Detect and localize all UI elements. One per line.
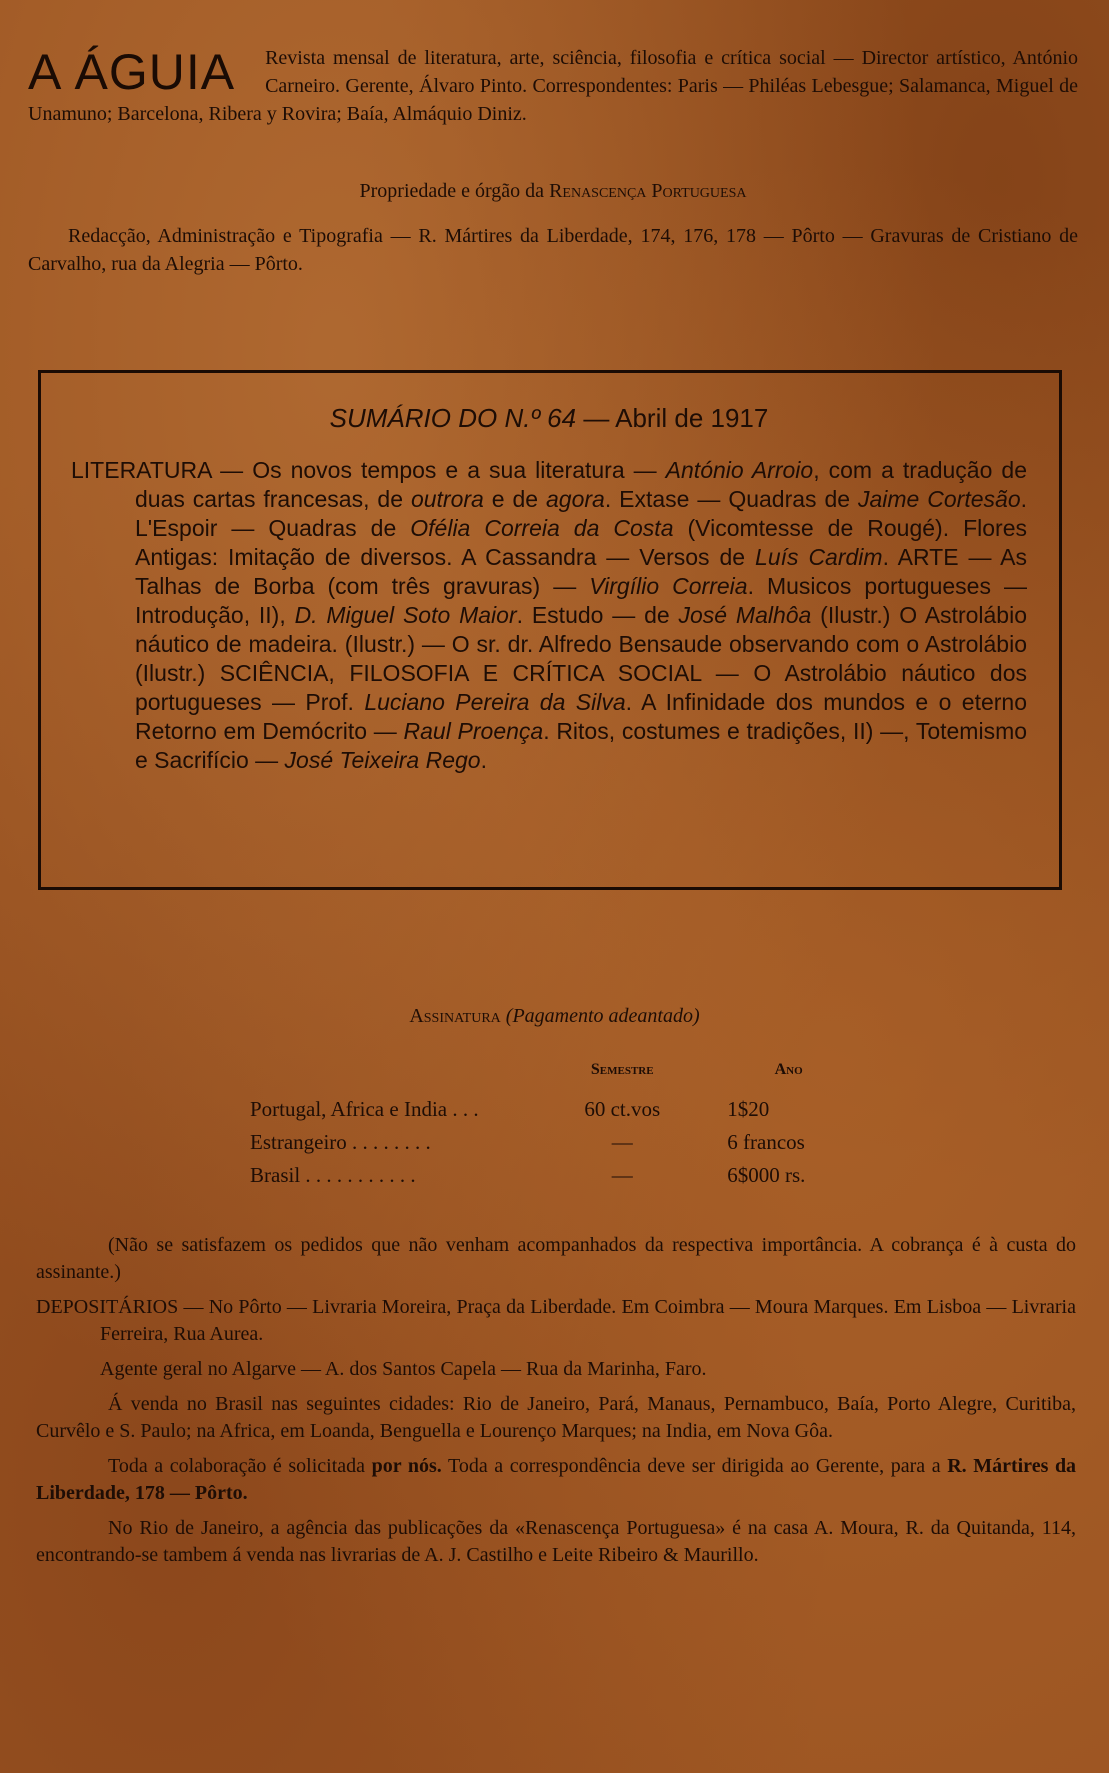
subscription-price-table — [250, 1060, 890, 1192]
price-region: Brasil . . . . . . . . . . . — [250, 1163, 416, 1187]
price-ano: 1$20 — [727, 1097, 770, 1121]
summary-text: . Estudo — de — [516, 602, 679, 628]
magazine-title: A ÁGUIA — [28, 44, 236, 100]
price-semestre: — — [611, 1130, 633, 1154]
summary-text: , com a tradução de duas cartas francesas, de — [135, 457, 1027, 512]
price-semestre: 60 ct.vos — [584, 1097, 661, 1121]
colaboracao-b: por nós. — [371, 1455, 442, 1477]
summary-author: Raul Proença — [403, 718, 544, 744]
summary-text: e de — [483, 486, 546, 512]
price-region: Estrangeiro . . . . . . . . — [250, 1130, 431, 1154]
summary-text: . ARTE — As Talhas de Borba (com três gravuras) — — [135, 544, 1028, 599]
summary-issue: SUMÁRIO DO N.º 64 — [329, 403, 577, 433]
summary-author: Ofélia Correia da Costa — [410, 515, 674, 541]
subscription-payment-note: (Pagamento adeantado) — [505, 1005, 700, 1027]
summary-author: Luciano Pereira da Silva — [364, 689, 626, 715]
rio-agency-note: No Rio de Janeiro, a agência das publicações da «Renascença Portuguesa» é na casa A. Moura, R. da Quitanda, 114, encontrando-se tambem á venda nas livrarias de A. J. Castilho e Leite Ribeiro & Maurillo. — [36, 1517, 1076, 1566]
depositarios: DEPOSITÁRIOS — No Pôrto — Livraria Moreira, Praça da Liberdade. Em Coimbra — Moura Marques. Em Lisboa — Livraria Ferreira, Rua Aurea. — [36, 1296, 1076, 1345]
agente-algarve: Agente geral no Algarve — A. dos Santos Capela — Rua da Marinha, Faro. — [100, 1358, 707, 1380]
summary-author: agora — [546, 486, 605, 512]
summary-box — [38, 370, 1062, 890]
table-row — [250, 1093, 890, 1126]
payment-note: (Não se satisfazem os pedidos que não venham acompanhados da respectiva importância. A cobrança é à custa do assinante.) — [36, 1234, 1076, 1283]
summary-text: . — [480, 747, 487, 773]
price-ano: 6 francos — [727, 1130, 805, 1154]
masthead — [28, 44, 1078, 128]
summary-author: outrora — [410, 486, 484, 512]
summary-text: . L'Espoir — Quadras de — [135, 486, 1028, 541]
colaboracao-d: R. Mártires da Liberdade, 178 — Pôrto. — [36, 1455, 1077, 1504]
price-region: Portugal, Africa e India . . . — [250, 1097, 479, 1121]
price-semestre: — — [611, 1163, 633, 1187]
summary-text: . Extase — Quadras de — [604, 486, 858, 512]
summary-text: (Vicomtesse de Rougé). Flores Antigas: Imitação de diversos. A Cassandra — Versos de — [135, 515, 1028, 570]
masthead-description: Revista mensal de literatura, arte, sciência, filosofia e crítica social — Director artístico, António Carneiro. Gerente, Álvaro Pinto. Correspondentes: Paris — Philéas Lebesgue; Salamanca, Miguel de Unamuno; Barcelona, Ribera y Rovira; Baía, Almáquio Diniz. — [28, 47, 1078, 125]
summary-title — [71, 403, 1027, 434]
colaboracao-note — [36, 1453, 1076, 1507]
summary-author: Jaime Cortesão — [858, 486, 1021, 512]
property-org: Renascença Portuguesa — [549, 180, 747, 202]
summary-date: — Abril de 1917 — [583, 403, 769, 433]
summary-author: José Malhôa — [678, 602, 812, 628]
summary-text: . Musicos portugueses — Introdução, II), — [135, 573, 1027, 628]
table-row — [250, 1159, 890, 1192]
colaboracao-a: Toda a colaboração é solicitada — [108, 1455, 366, 1477]
table-row — [250, 1126, 890, 1159]
summary-text: (Ilustr.) O Astrolábio náutico de madeira. (Ilustr.) — O sr. dr. Alfredo Bensaude observando com o Astrolábio (Ilustr.) SCIÊNCIA, FILOSOFIA E CRÍTICA SOCIAL — O Astrolábio náutico dos portugueses — Prof. — [135, 602, 1027, 715]
summary-author: José Teixeira Rego — [284, 747, 481, 773]
subscription-label: Assinatura — [409, 1005, 501, 1027]
summary-author: Luís Cardim — [755, 544, 883, 570]
price-ano: 6$000 rs. — [727, 1163, 806, 1187]
colaboracao-c: Toda a correspondência deve ser dirigida ao Gerente, para a — [448, 1455, 941, 1477]
subscription-heading — [0, 1005, 1109, 1028]
address-line: Redacção, Administração e Tipografia — R. Mártires da Liberdade, 174, 176, 178 — Pôrto — Gravuras de Cristiano de Carvalho, rua da Alegria — Pôrto. — [28, 225, 1078, 275]
col-semestre: Semestre — [590, 1061, 654, 1078]
summary-text: LITERATURA — Os novos tempos e a sua literatura — — [71, 457, 666, 483]
summary-author: Virgílio Correia — [589, 573, 748, 599]
summary-author: António Arroio — [665, 457, 814, 483]
venda-brasil: Á venda no Brasil nas seguintes cidades: Rio de Janeiro, Pará, Manaus, Pernambuco, Baía, Porto Alegre, Curitiba, Curvêlo e S. Paulo; na Africa, em Loanda, Benguella e Lourenço Marques; na India, em Nova Gôa. — [36, 1393, 1076, 1442]
summary-author: D. Miguel Soto Maior — [294, 602, 517, 628]
summary-text: . A Infinidade dos mundos e o eterno Retorno em Demócrito — — [135, 689, 1027, 744]
summary-text: . Ritos, costumes e tradições, II) —, Totemismo e Sacrifício — — [135, 718, 1028, 773]
col-ano: Ano — [774, 1061, 803, 1078]
property-line — [28, 180, 1078, 203]
property-prefix: Propriedade e órgão da — [359, 180, 545, 202]
notes-section — [36, 1232, 1076, 1577]
summary-contents — [71, 456, 1027, 775]
